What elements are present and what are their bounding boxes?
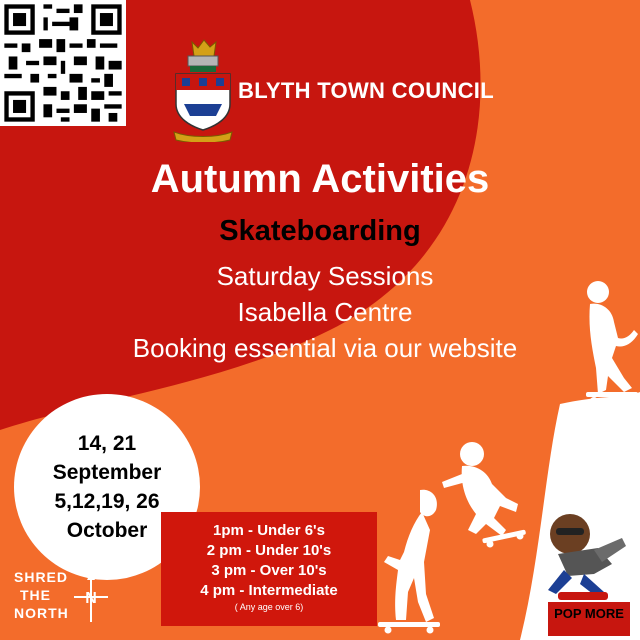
schedule-item: 2 pm - Under 10's: [206, 542, 332, 559]
dates-line-4: October: [66, 519, 148, 542]
schedule-note: ( Any age over 6): [234, 602, 304, 612]
shred-word-1: SHRED: [14, 569, 69, 585]
dates-line-2: September: [52, 461, 162, 484]
schedule-item: 3 pm - Over 10's: [211, 562, 327, 579]
compass-n-icon: [74, 572, 108, 622]
pop-more-text: POP MORE: [554, 606, 624, 621]
qr-code[interactable]: [0, 0, 126, 126]
shred-word-2: THE: [20, 587, 51, 603]
council-name: BLYTH TOWN COUNCIL: [238, 78, 494, 103]
skater-silhouette-icon: [578, 278, 640, 408]
dates-line-1: 14, 21: [77, 432, 137, 455]
shred-the-north-logo: [14, 566, 108, 626]
page-title: Autumn Activities: [150, 157, 490, 201]
activity-subtitle: Skateboarding: [219, 215, 421, 247]
council-crest-icon: [170, 38, 236, 142]
qr-code-icon: [0, 0, 126, 126]
schedule-item: 4 pm - Intermediate: [200, 582, 338, 599]
shred-word-3: NORTH: [14, 605, 69, 621]
info-line-booking: Booking essential via our website: [132, 333, 518, 363]
dates-line-3: 5,12,19, 26: [54, 490, 160, 513]
svg-text:N: N: [85, 590, 97, 607]
schedule-item: 1pm - Under 6's: [213, 522, 325, 539]
info-line-sessions: Saturday Sessions: [216, 261, 434, 291]
skater-silhouette-icon: [432, 438, 532, 548]
skater-silhouette-icon: [374, 482, 444, 634]
pop-more-logo-icon: [538, 504, 640, 638]
schedule-box: [161, 512, 377, 626]
info-line-venue: Isabella Centre: [237, 297, 413, 327]
